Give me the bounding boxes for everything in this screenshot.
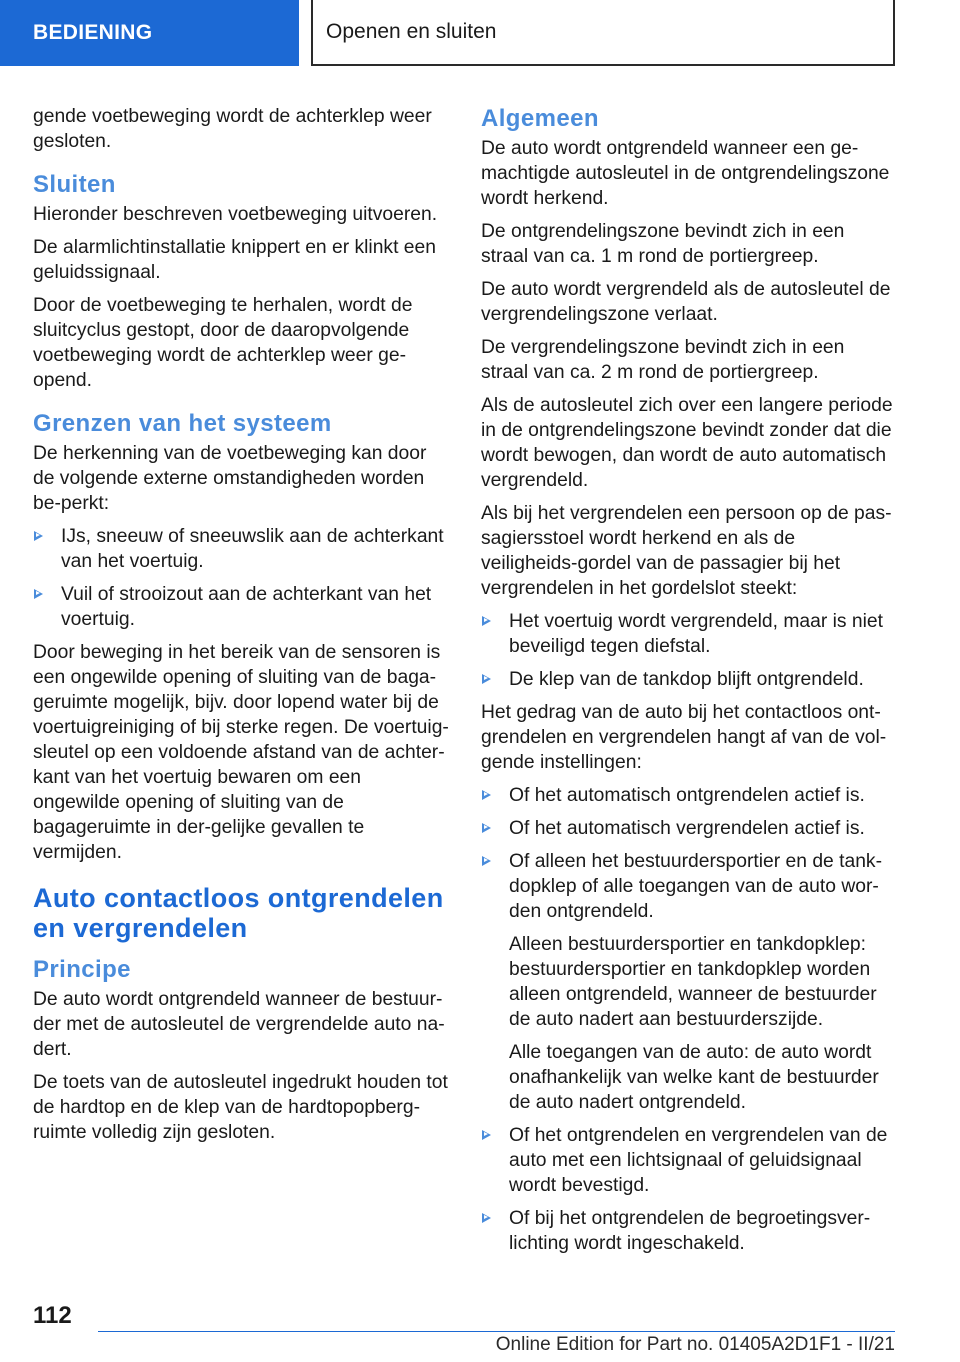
triangle-bullet-icon	[482, 616, 491, 626]
paragraph: Het gedrag van de auto bij het contactloos ont-grendelen en vergrendelen hangt af van de vol-gende instellingen:	[481, 702, 887, 773]
right-column	[481, 104, 893, 1264]
triangle-bullet-icon	[482, 1213, 491, 1223]
heading-algemeen: Algemeen	[481, 105, 599, 132]
paragraph: De auto wordt vergrendeld als de autosleutel de vergrendelingszone verlaat.	[481, 279, 891, 325]
paragraph: De alarmlichtinstallatie knippert en er klinkt een geluidssignaal.	[33, 237, 436, 283]
list-item: Of bij het ontgrendelen de begroetingsver-lichting wordt ingeschakeld.	[481, 1206, 893, 1256]
triangle-bullet-icon	[34, 531, 43, 541]
heading-contactloos: Auto contactloos ontgrendelen en vergrendelen	[33, 883, 444, 943]
paragraph: De auto wordt ontgrendeld wanneer een ge-machtigde autosleutel in de ontgrendelingszone wordt herkend.	[481, 138, 890, 209]
list-item: Of het automatisch vergrendelen actief is.	[481, 816, 893, 841]
section-tab: BEDIENING	[0, 0, 299, 66]
list-item: Of alleen het bestuurdersportier en de tank-dopklep of alle toegangen van de auto wor-den ontgrendeld. Alleen bestuurdersportier en tankdopklep: bestuurdersportier en tankdopklep worden alleen ontgrendeld, wanneer de bestuurder de auto nadert aan bestuurderszijde. Alle toegangen van de auto: de auto wordt onafhankelijk van welke kant de bestuurder de auto nadert ontgrendeld.	[481, 849, 893, 1115]
paragraph: De ontgrendelingszone bevindt zich in een straal van ca. 1 m rond de portiergreep.	[481, 221, 845, 267]
paragraph: Als bij het vergrendelen een persoon op de pas-sagiersstoel wordt herkend en als de veiligheids-gordel van de passagier bij het vergrendelen in het gordelslot steekt:	[481, 503, 892, 599]
triangle-bullet-icon	[482, 823, 491, 833]
triangle-bullet-icon	[482, 674, 491, 684]
sub-paragraph: Alleen bestuurdersportier en tankdopklep: bestuurdersportier en tankdopklep worden alleen ontgrendeld, wanneer de bestuurder de auto nadert aan bestuurderszijde.	[509, 934, 877, 1030]
list-item: De klep van de tankdop blijft ontgrendeld.	[481, 667, 893, 692]
page-number: 112	[33, 1302, 72, 1329]
paragraph: Door beweging in het bereik van de sensoren is een ongewilde opening of sluiting van de baga-geruimte mogelijk, bijv. door lopend water bij de voertuigreiniging of bij sterke regen. De voertuig-sleutel op een voldoende afstand van de achter-kant van het voertuig bewaren om een ongewilde opening of sluiting van de bagageruimte in der-gelijke gevallen te vermijden.	[33, 642, 449, 863]
settings-bullet-list	[481, 783, 893, 1256]
left-column	[33, 104, 453, 1153]
paragraph: De vergrendelingszone bevindt zich in een straal van ca. 2 m rond de portiergreep.	[481, 337, 845, 383]
footer-divider	[98, 1331, 895, 1332]
sub-paragraph: Alle toegangen van de auto: de auto wordt onafhankelijk van welke kant de bestuurder de auto nadert ontgrendeld.	[509, 1042, 879, 1113]
paragraph: Als de autosleutel zich over een langere periode in de ontgrendelingszone bevindt zonder dat die wordt bewogen, dan wordt de auto automatisch vergrendeld.	[481, 395, 893, 491]
bullet-list	[33, 524, 453, 632]
list-item: IJs, sneeuw of sneeuwslik aan de achterkant van het voertuig.	[33, 524, 453, 574]
list-item: Het voertuig wordt vergrendeld, maar is niet beveiligd tegen diefstal.	[481, 609, 893, 659]
bullet-list	[481, 609, 893, 692]
paragraph: Hieronder beschreven voetbeweging uitvoeren.	[33, 204, 438, 225]
triangle-bullet-icon	[34, 589, 43, 599]
triangle-bullet-icon	[482, 1130, 491, 1140]
page-header	[0, 0, 960, 66]
heading-principe: Principe	[33, 956, 131, 983]
paragraph: De herkenning van de voetbeweging kan door de volgende externe omstandigheden worden be-perkt:	[33, 443, 427, 514]
paragraph: De toets van de autosleutel ingedrukt houden tot de hardtop en de klep van de hardtopopberg-ruimte volledig zijn gesloten.	[33, 1072, 448, 1143]
paragraph: De auto wordt ontgrendeld wanneer de bestuur-der met de autosleutel de vergrendelde auto na-dert.	[33, 989, 445, 1060]
list-item: Vuil of strooizout aan de achterkant van het voertuig.	[33, 582, 453, 632]
list-item: Of het ontgrendelen en vergrendelen van de auto met een lichtsignaal of geluidsignaal wordt bevestigd.	[481, 1123, 893, 1198]
chapter-tab: Openen en sluiten	[311, 0, 895, 66]
heading-sluiten: Sluiten	[33, 171, 116, 198]
continued-paragraph: gende voetbeweging wordt de achterklep weer gesloten.	[33, 106, 432, 152]
triangle-bullet-icon	[482, 790, 491, 800]
list-item: Of het automatisch ontgrendelen actief is.	[481, 783, 893, 808]
paragraph: Door de voetbeweging te herhalen, wordt de sluitcyclus gestopt, door de daaropvolgende voetbeweging wordt de achterklep weer ge-opend.	[33, 295, 413, 391]
heading-grenzen: Grenzen van het systeem	[33, 410, 332, 437]
triangle-bullet-icon	[482, 856, 491, 866]
edition-footer: Online Edition for Part no. 01405A2D1F1 - II/21	[495, 1334, 895, 1355]
